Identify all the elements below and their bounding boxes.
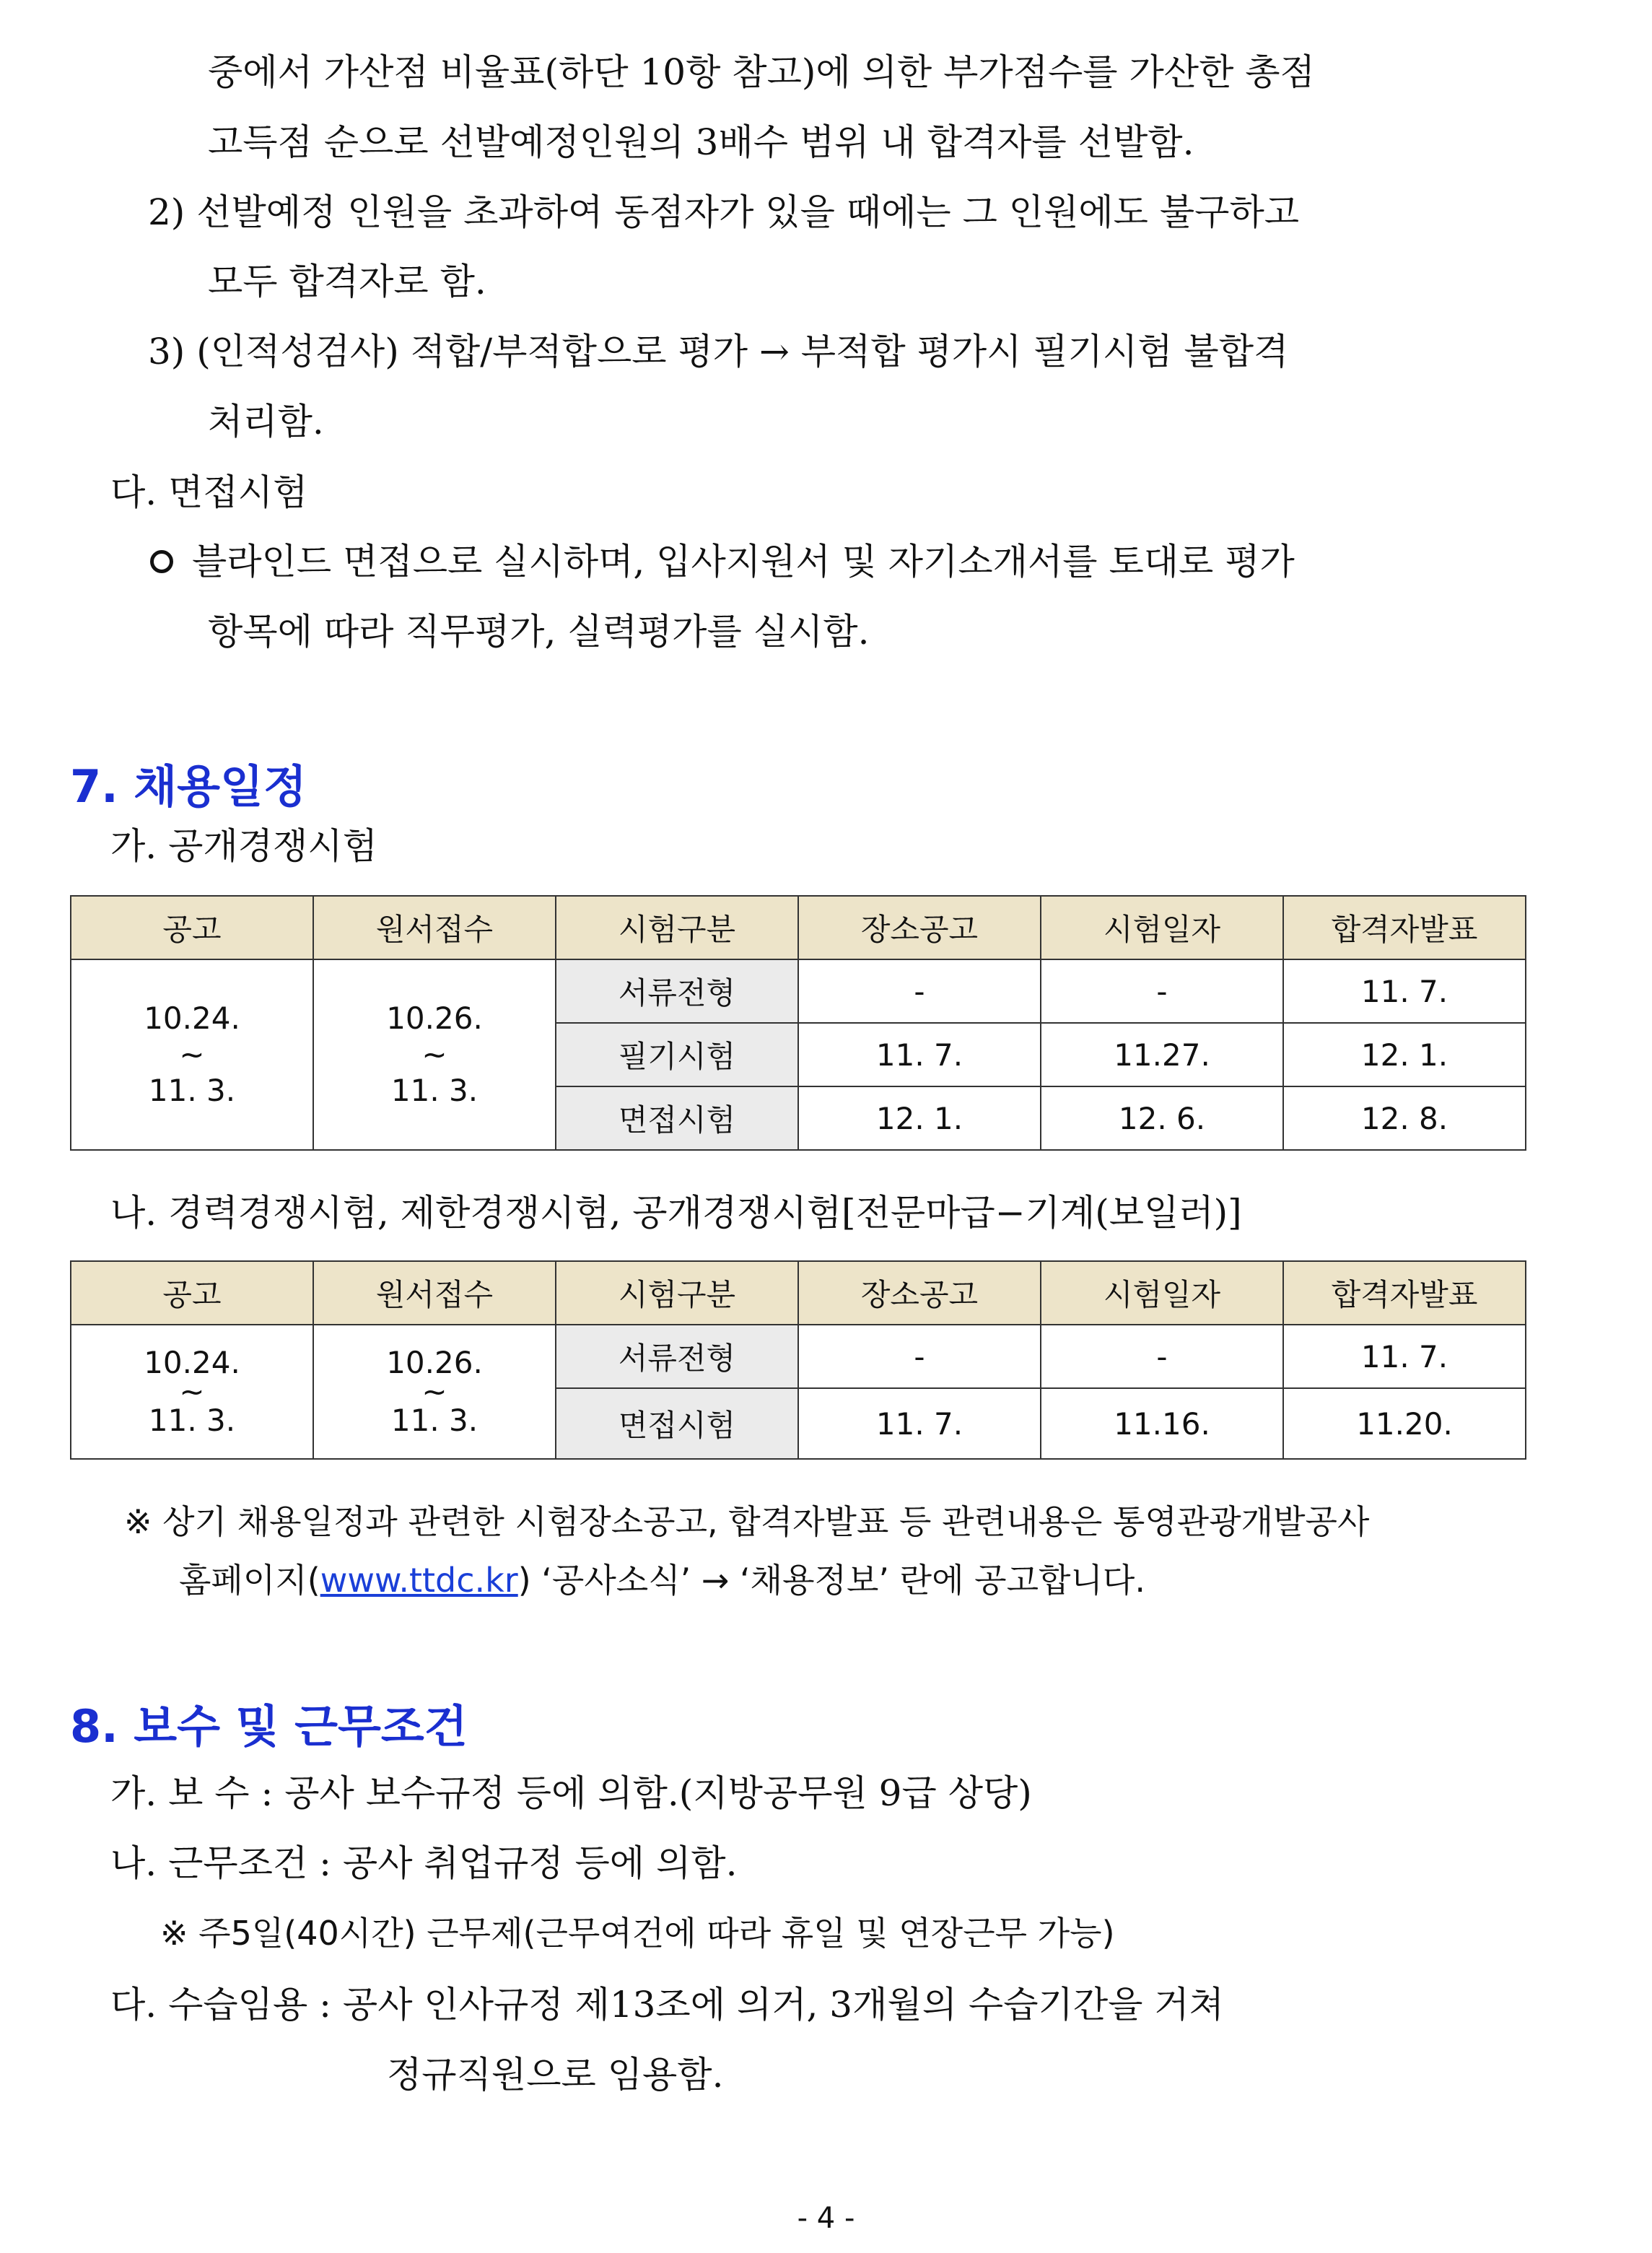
- result-cell: 12. 1.: [1283, 1023, 1526, 1086]
- page-number: - 4 -: [797, 2202, 855, 2235]
- header-exam-date: 시험일자: [1041, 896, 1283, 959]
- section-8-title: 8. 보수 및 근무조건: [70, 1700, 468, 1753]
- apply-start: 10.26.: [386, 1001, 483, 1036]
- table-row: [71, 1325, 1526, 1388]
- exam-type-cell: 서류전형: [556, 1325, 798, 1388]
- header-venue-notice: 장소공고: [798, 1261, 1041, 1325]
- venue-notice-cell: 11. 7.: [798, 1023, 1041, 1086]
- career-competition-subheading: 나. 경력경쟁시험, 제한경쟁시험, 공개경쟁시험[전문마급−기계(보일러)]: [110, 1192, 1242, 1234]
- schedule-note-line-1: ※ 상기 채용일정과 관련한 시험장소공고, 합격자발표 등 관련내용은 통영관광개발공사: [124, 1502, 1370, 1541]
- exam-date-cell: 11.27.: [1041, 1023, 1283, 1086]
- interview-text-1: 블라인드 면접으로 실시하며, 입사지원서 및 자기소개서를 토대로 평가: [192, 541, 1295, 583]
- header-application: 원서접수: [313, 896, 556, 959]
- notice-tilde: ~: [179, 1374, 205, 1409]
- header-exam-type: 시험구분: [556, 1261, 798, 1325]
- selection-text-line-2: 고득점 순으로 선발예정인원의 3배수 범위 내 합격자를 선발함.: [208, 121, 1194, 163]
- header-exam-date: 시험일자: [1041, 1261, 1283, 1325]
- notice-tilde: ~: [179, 1037, 205, 1072]
- schedule-table-1: [70, 895, 1526, 1151]
- schedule-note-line-2: [179, 1557, 1145, 1603]
- homepage-link[interactable]: www.ttdc.kr: [320, 1561, 518, 1600]
- notice-end: 11. 3.: [148, 1073, 236, 1108]
- interview-line-1: [150, 539, 1295, 585]
- note-homepage-suffix: ) ‘공사소식’ → ‘채용정보’ 란에 공고합니다.: [517, 1561, 1145, 1600]
- interview-subheading: 다. 면접시험: [110, 471, 308, 513]
- result-cell: 11. 7.: [1283, 959, 1526, 1023]
- exam-date-cell: 11.16.: [1041, 1388, 1283, 1459]
- venue-notice-cell: -: [798, 959, 1041, 1023]
- exam-date-cell: 12. 6.: [1041, 1086, 1283, 1150]
- item-2-line-2: 모두 합격자로 함.: [208, 261, 486, 302]
- header-notice: 공고: [71, 1261, 313, 1325]
- application-period: [313, 1325, 556, 1459]
- item-2-line-1: 2) 선발예정 인원을 초과하여 동점자가 있을 때에는 그 인원에도 불구하고: [148, 191, 1300, 233]
- exam-type-cell: 면접시험: [556, 1086, 798, 1150]
- application-period: [313, 959, 556, 1150]
- apply-end: 11. 3.: [390, 1073, 478, 1108]
- working-conditions-line: 나. 근무조건 : 공사 취업규정 등에 의함.: [110, 1842, 738, 1884]
- notice-start: 10.24.: [144, 1001, 240, 1036]
- notice-start: 10.24.: [144, 1345, 240, 1380]
- exam-type-cell: 면접시험: [556, 1388, 798, 1459]
- result-cell: 11. 7.: [1283, 1325, 1526, 1388]
- exam-type-cell: 서류전형: [556, 959, 798, 1023]
- header-application: 원서접수: [313, 1261, 556, 1325]
- salary-line: 가. 보 수 : 공사 보수규정 등에 의함.(지방공무원 9급 상당): [110, 1772, 1032, 1814]
- table-header-row: [71, 896, 1526, 959]
- table-row: [71, 959, 1526, 1023]
- apply-tilde: ~: [421, 1037, 447, 1072]
- working-hours-note: ※ 주5일(40시간) 근무제(근무여건에 따라 휴일 및 연장근무 가능): [160, 1914, 1115, 1953]
- header-result: 합격자발표: [1283, 896, 1526, 959]
- item-3-line-1: 3) (인적성검사) 적합/부적합으로 평가 → 부적합 평가시 필기시험 불합격: [148, 331, 1289, 372]
- note-homepage-prefix: 홈페이지(: [179, 1561, 320, 1600]
- table-header-row: [71, 1261, 1526, 1325]
- exam-type-cell: 필기시험: [556, 1023, 798, 1086]
- notice-period: [71, 1325, 313, 1459]
- header-exam-type: 시험구분: [556, 896, 798, 959]
- probation-line-1: 다. 수습임용 : 공사 인사규정 제13조에 의거, 3개월의 수습기간을 거쳐: [110, 1984, 1224, 2026]
- circle-bullet-icon: [150, 550, 173, 573]
- exam-date-cell: -: [1041, 1325, 1283, 1388]
- apply-end: 11. 3.: [390, 1403, 478, 1438]
- probation-line-2: 정규직원으로 임용함.: [387, 2054, 724, 2096]
- result-cell: 12. 8.: [1283, 1086, 1526, 1150]
- venue-notice-cell: 12. 1.: [798, 1086, 1041, 1150]
- selection-text-line-1: 중에서 가산점 비율표(하단 10항 참고)에 의한 부가점수를 가산한 총점: [208, 51, 1315, 93]
- exam-date-cell: -: [1041, 959, 1283, 1023]
- result-cell: 11.20.: [1283, 1388, 1526, 1459]
- schedule-table-2: [70, 1260, 1526, 1460]
- venue-notice-cell: -: [798, 1325, 1041, 1388]
- open-competition-subheading: 가. 공개경쟁시험: [110, 825, 377, 867]
- venue-notice-cell: 11. 7.: [798, 1388, 1041, 1459]
- section-7-title: 7. 채용일정: [70, 760, 307, 813]
- header-result: 합격자발표: [1283, 1261, 1526, 1325]
- apply-tilde: ~: [421, 1374, 447, 1409]
- item-3-line-2: 처리함.: [208, 401, 324, 443]
- header-notice: 공고: [71, 896, 313, 959]
- interview-line-2: 항목에 따라 직무평가, 실력평가를 실시함.: [208, 611, 870, 653]
- notice-period: [71, 959, 313, 1150]
- notice-end: 11. 3.: [148, 1403, 236, 1438]
- apply-start: 10.26.: [386, 1345, 483, 1380]
- header-venue-notice: 장소공고: [798, 896, 1041, 959]
